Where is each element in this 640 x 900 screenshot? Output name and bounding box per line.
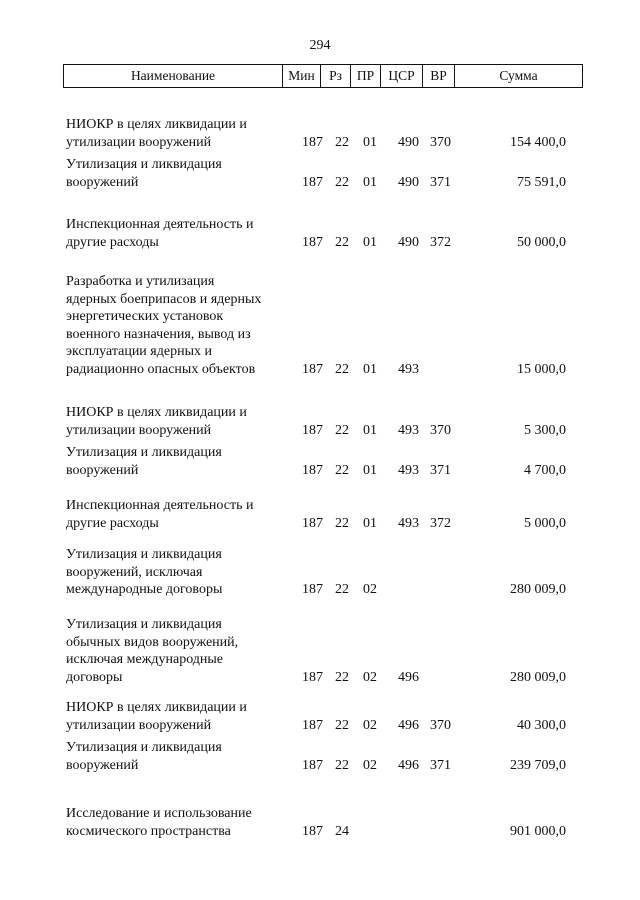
row-pr: 01 — [363, 361, 377, 377]
row-vr: 371 — [430, 757, 451, 773]
row-sum: 5 000,0 — [524, 515, 566, 531]
row-min: 187 — [302, 234, 323, 250]
row-rz: 22 — [335, 234, 349, 250]
row-vr: 372 — [430, 234, 451, 250]
row-min: 187 — [302, 174, 323, 190]
row-csr: 490 — [398, 234, 419, 250]
row-name: Инспекционная деятельность и другие расходы — [66, 217, 254, 250]
row-pr: 01 — [363, 234, 377, 250]
row-min: 187 — [302, 422, 323, 438]
row-name: Исследование и использование космического пространства — [66, 806, 252, 839]
row-name: Утилизация и ликвидация обычных видов вооружений, исключая международные договоры — [66, 617, 239, 685]
row-min: 187 — [302, 717, 323, 733]
row-vr: 371 — [430, 174, 451, 190]
row-pr: 01 — [363, 422, 377, 438]
row-csr: 493 — [398, 515, 419, 531]
row-pr: 02 — [363, 757, 377, 773]
row-sum: 154 400,0 — [510, 134, 566, 150]
row-sum: 280 009,0 — [510, 582, 566, 597]
row-sum: 280 009,0 — [510, 669, 566, 685]
row-csr: 493 — [398, 422, 419, 438]
row-pr: 01 — [363, 134, 377, 150]
row-min: 187 — [302, 515, 323, 531]
row-pr: 01 — [363, 515, 377, 531]
row-csr: 493 — [398, 462, 419, 478]
row-pr: 02 — [363, 582, 377, 597]
header-sum: Сумма — [499, 68, 538, 83]
row-min: 187 — [302, 669, 323, 685]
row-rz: 22 — [335, 757, 349, 773]
row-csr: 490 — [398, 174, 419, 190]
row-name: Утилизация и ликвидация вооружений — [66, 740, 222, 773]
table-header — [63, 64, 583, 88]
row-csr: 496 — [398, 669, 419, 685]
row-min: 187 — [302, 823, 323, 839]
row-name: Утилизация и ликвидация вооружений — [66, 445, 222, 478]
row-rz: 22 — [335, 174, 349, 190]
header-csr: ЦСР — [381, 65, 423, 87]
row-min: 187 — [302, 757, 323, 773]
row-rz: 22 — [335, 422, 349, 438]
row-rz: 22 — [335, 361, 349, 377]
page-number: 294 — [309, 38, 331, 53]
row-rz: 22 — [335, 582, 349, 597]
header-min: Мин — [283, 65, 321, 87]
header-vr: ВР — [423, 65, 455, 87]
row-rz: 22 — [335, 669, 349, 685]
row-min: 187 — [302, 582, 323, 597]
row-sum: 40 300,0 — [517, 717, 566, 733]
row-min: 187 — [302, 462, 323, 478]
row-rz: 22 — [335, 515, 349, 531]
row-sum: 901 000,0 — [510, 823, 566, 839]
header-pr: ПР — [351, 65, 381, 87]
row-name: Утилизация и ликвидация вооружений — [66, 157, 222, 190]
row-vr: 372 — [430, 515, 451, 531]
row-min: 187 — [302, 134, 323, 150]
row-csr: 490 — [398, 134, 419, 150]
row-sum: 15 000,0 — [517, 361, 566, 377]
row-vr: 371 — [430, 462, 451, 478]
row-sum: 4 700,0 — [524, 462, 566, 478]
row-vr: 370 — [430, 134, 451, 150]
row-sum: 5 300,0 — [524, 422, 566, 438]
row-vr: 370 — [430, 717, 451, 733]
row-csr: 496 — [398, 757, 419, 773]
row-name: Утилизация и ликвидация вооружений, исключая международные договоры — [66, 547, 223, 597]
row-pr: 02 — [363, 717, 377, 733]
row-name: Разработка и утилизация ядерных боеприпасов и ядерных энергетических установок военного назначения, вывод из эксплуатации ядерных и радиационно опасных объектов — [66, 274, 262, 377]
header-rz: Рз — [321, 65, 351, 87]
header-name: Наименование — [64, 65, 283, 87]
row-pr: 02 — [363, 669, 377, 685]
row-csr: 493 — [398, 361, 419, 377]
row-name: НИОКР в целях ликвидации и утилизации вооружений — [66, 405, 247, 438]
row-pr: 01 — [363, 462, 377, 478]
row-rz: 22 — [335, 134, 349, 150]
row-name: Инспекционная деятельность и другие расходы — [66, 498, 254, 531]
row-rz: 22 — [335, 717, 349, 733]
row-min: 187 — [302, 361, 323, 377]
row-vr: 370 — [430, 422, 451, 438]
row-name: НИОКР в целях ликвидации и утилизации вооружений — [66, 700, 247, 733]
row-name: НИОКР в целях ликвидации и утилизации вооружений — [66, 117, 247, 150]
row-sum: 75 591,0 — [517, 174, 566, 190]
row-rz: 22 — [335, 462, 349, 478]
row-pr: 01 — [363, 174, 377, 190]
row-sum: 50 000,0 — [517, 234, 566, 250]
row-csr: 496 — [398, 717, 419, 733]
row-rz: 24 — [335, 823, 349, 839]
row-sum: 239 709,0 — [510, 757, 566, 773]
